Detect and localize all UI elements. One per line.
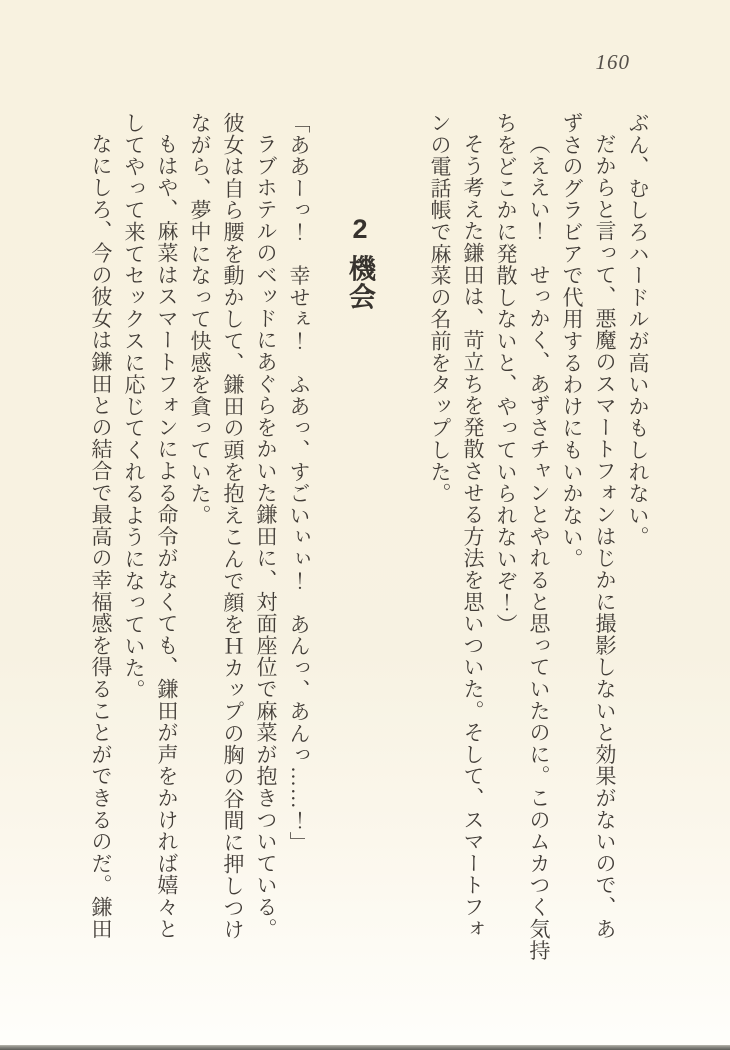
text-column: ちをどこかに発散しないと、やっていられないぞ！） xyxy=(494,112,518,636)
page-number: 160 xyxy=(595,50,630,74)
text-column: ながら、夢中になって快感を貪っていた。 xyxy=(188,112,212,527)
text-column: だからと言って、悪魔のスマートフォンはじかに撮影しないと効果がないので、あ xyxy=(593,133,617,940)
section-title: 機会 xyxy=(345,254,375,311)
text-column: ずさのグラビアで代用するわけにもいかない。 xyxy=(560,112,584,570)
text-block xyxy=(84,112,654,962)
text-column: なにしろ、今の彼女は鎌田との結合で最高の幸福感を得ることができるのだ。鎌田 xyxy=(89,133,113,940)
text-column: 「ああーっ！ 幸せぇ！ ふあっ、すごいぃぃ！ あんっ、あんっ……！」 xyxy=(287,112,311,854)
text-column: ぶん、むしろハードルが高いかもしれない。 xyxy=(626,112,650,548)
text-column: してやって来てセックスに応じてくれるようになっていた。 xyxy=(122,112,146,701)
scan-edge-shadow xyxy=(0,1045,730,1050)
text-column: もはや、麻菜はスマートフォンによる命令がなくても、鎌田が声をかければ嬉々と xyxy=(155,133,179,940)
text-column: ラブホテルのベッドにあぐらをかいた鎌田に、対面座位で麻菜が抱きついている。 xyxy=(254,133,278,940)
text-column: 彼女は自ら腰を動かして、鎌田の頭を抱えこんで顔をＨカップの胸の谷間に押しつけ xyxy=(221,112,245,941)
text-column: （ええい！ せっかく、あずさチャンとやれると思っていたのに。このムカつく気持 xyxy=(527,133,551,962)
section-number: 2 xyxy=(345,214,375,245)
section-heading xyxy=(343,112,377,948)
text-column: そう考えた鎌田は、苛立ちを発散させる方法を思いついた。そして、スマートフォ xyxy=(461,133,485,940)
text-column: ンの電話帳で麻菜の名前をタップした。 xyxy=(428,112,452,505)
